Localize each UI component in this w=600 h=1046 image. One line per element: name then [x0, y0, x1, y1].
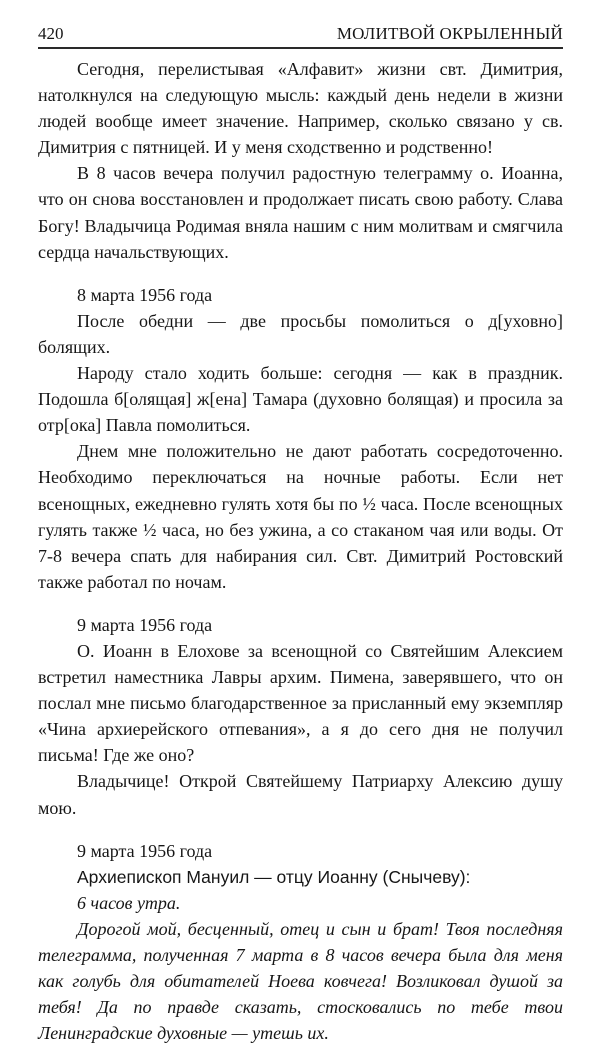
- entry-date: 9 марта 1956 года: [77, 840, 213, 861]
- entry-9-march-letter: [38, 838, 563, 1046]
- book-page: [38, 18, 563, 1046]
- letter-time: 6 часов утра.: [77, 892, 181, 913]
- paragraph: Народу стало ходить больше: сегодня — как в праздник. Подошла б[олящая] ж[ена] Тамара (духовно болящая) и просила за отр[ока] Павла помолиться.: [38, 363, 563, 436]
- paragraph: О. Иоанн в Елохове за всенощной со Святейшим Алексием встретил наместника Лавры архим. Пимена, заверявшего, что он послал мне письмо благодарственное за присланный ему экземпляр «Чина архиерейского отпевания», а я до сего дня не получил письма! Где же оно?: [38, 640, 563, 766]
- entry-8-march: [38, 282, 563, 595]
- header-rule: [38, 47, 563, 49]
- paragraph: Днем мне положительно не дают работать сосредоточенно. Необходимо переключаться на ночные работы. Если нет всенощных, ежедневно гулять хотя бы по ½ часа. После всенощных гулять также ½ часа, но без ужина, а со стаканом чая или воды. От 7-8 вечера спать для набирания сил. Свт. Димитрий Ростовский также работал по ночам.: [38, 441, 563, 592]
- entry-date: 9 марта 1956 года: [77, 614, 213, 635]
- running-title: МОЛИТВОЙ ОКРЫЛЕННЫЙ: [336, 24, 563, 43]
- paragraph: После обедни — две просьбы помолиться о д[уховно] болящих.: [38, 310, 563, 357]
- running-header: [38, 18, 563, 44]
- letter-body: Дорогой мой, бесценный, отец и сын и брат! Твоя последняя телеграмма, полученная 7 марта в 8 часов вечера была для меня как голубь для обитателей Ноева ковчега! Возликовал душой за тебя! Да по правде сказать, стосковались по тебе твои Ленинградские духовные — утешь их.: [38, 918, 563, 1044]
- page-number: 420: [38, 24, 64, 43]
- paragraph: Владычице! Открой Святейшему Патриарху Алексию душу мою.: [38, 771, 563, 818]
- entry-date: 8 марта 1956 года: [77, 284, 213, 305]
- entry-intro: [38, 56, 563, 265]
- paragraph: В 8 часов вечера получил радостную телеграмму о. Иоанна, что он снова восстановлен и продолжает писать свою работу. Слава Богу! Владычица Родимая вняла нашим с ним молитвам и смягчила сердца начальствующих.: [38, 163, 563, 262]
- page-content: [38, 56, 563, 1046]
- letter-heading: Архиепископ Мануил — отцу Иоанну (Снычеву):: [77, 866, 471, 887]
- paragraph: Сегодня, перелистывая «Алфавит» жизни свт. Димитрия, натолкнулся на следующую мысль: каждый день недели в жизни людей вообще имеет значение. Например, сколько связано у св. Димитрия с пятницей. И у меня сходственно и родственно!: [38, 59, 563, 158]
- entry-9-march: [38, 612, 563, 821]
